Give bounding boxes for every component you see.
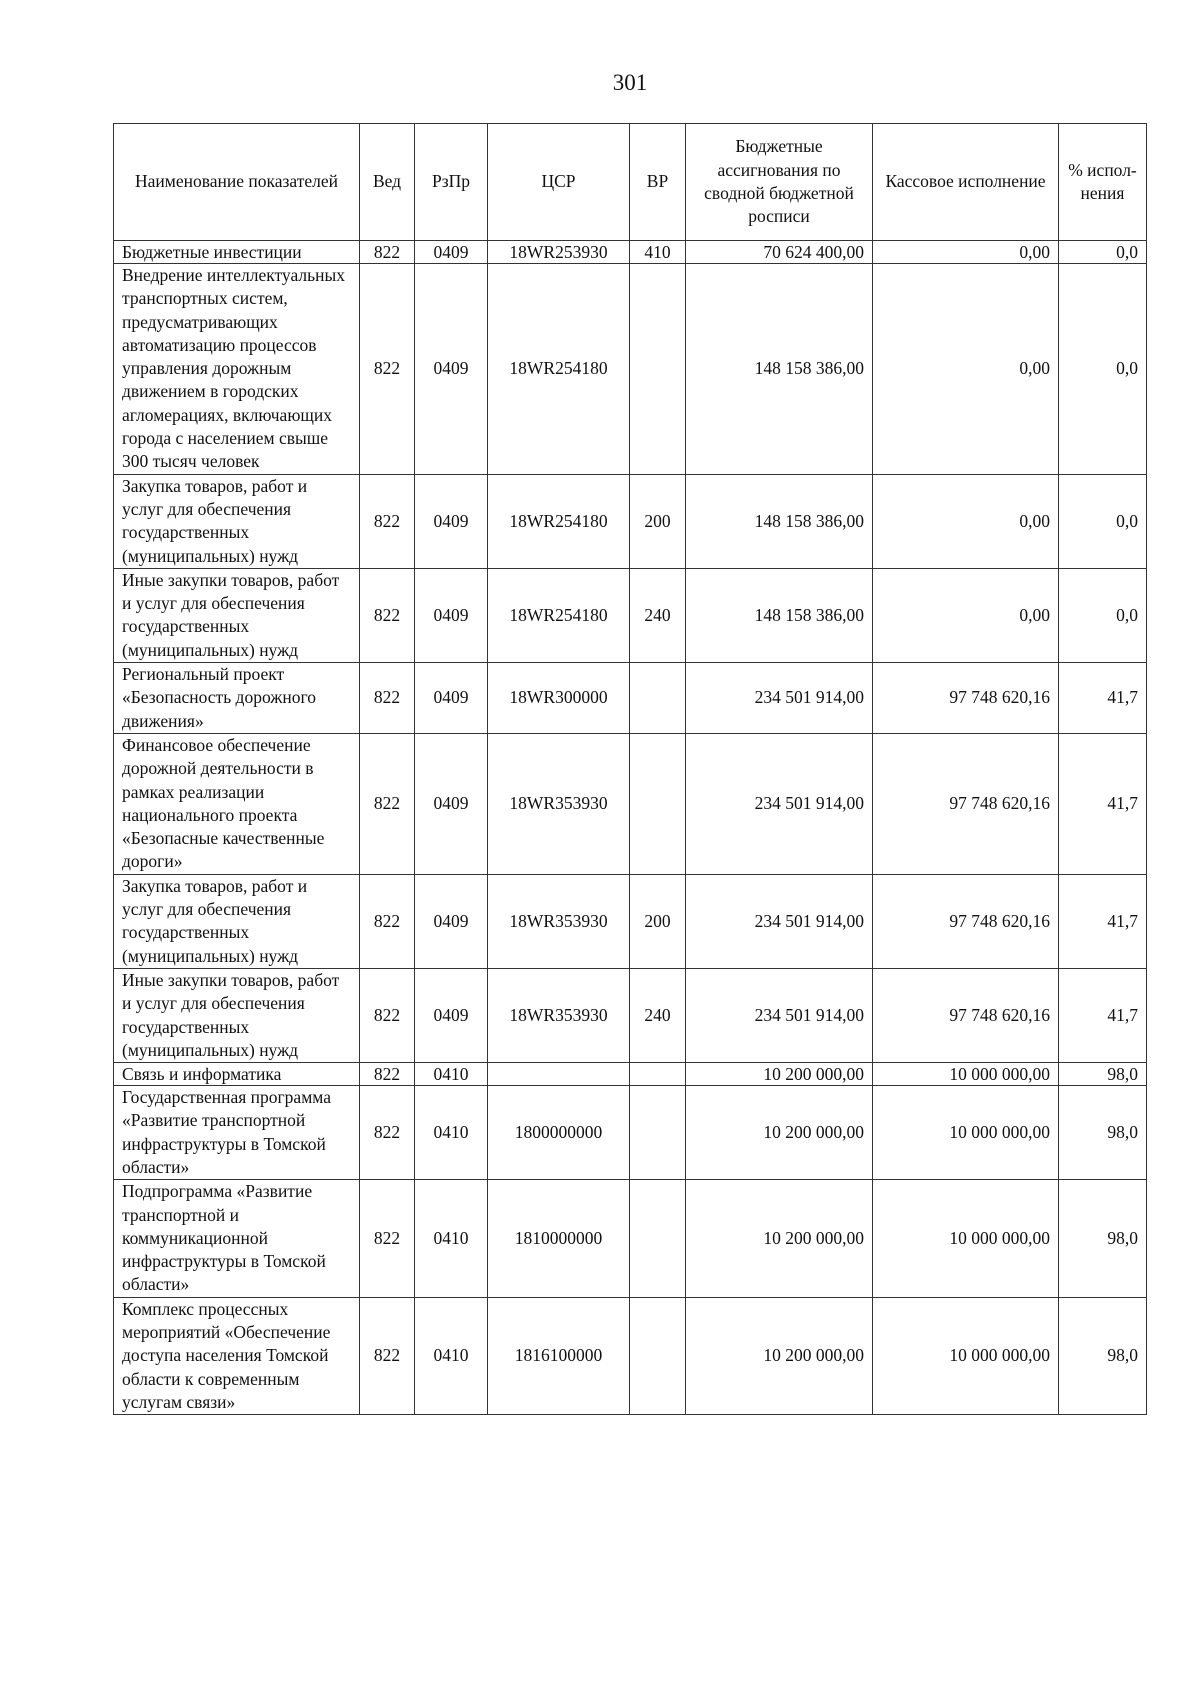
row-ved: 822 bbox=[360, 663, 415, 734]
row-ved: 822 bbox=[360, 968, 415, 1062]
row-vr: 240 bbox=[630, 568, 686, 662]
row-rzpr: 0410 bbox=[415, 1063, 488, 1086]
row-cash: 97 748 620,16 bbox=[873, 968, 1059, 1062]
row-name: Бюджетные инвестиции bbox=[114, 241, 360, 264]
row-assignments: 10 200 000,00 bbox=[686, 1180, 873, 1297]
table-row bbox=[114, 568, 1147, 662]
row-rzpr: 0409 bbox=[415, 874, 488, 968]
row-csr bbox=[488, 1063, 630, 1086]
row-csr: 18WR353930 bbox=[488, 874, 630, 968]
row-assignments: 234 501 914,00 bbox=[686, 733, 873, 874]
row-vr bbox=[630, 1297, 686, 1414]
row-csr: 18WR353930 bbox=[488, 733, 630, 874]
table-row bbox=[114, 474, 1147, 568]
row-vr bbox=[630, 1086, 686, 1180]
row-vr bbox=[630, 1063, 686, 1086]
table-row bbox=[114, 1086, 1147, 1180]
row-assignments: 10 200 000,00 bbox=[686, 1063, 873, 1086]
row-cash: 10 000 000,00 bbox=[873, 1180, 1059, 1297]
row-vr bbox=[630, 264, 686, 475]
row-percent: 98,0 bbox=[1059, 1297, 1147, 1414]
row-csr: 1816100000 bbox=[488, 1297, 630, 1414]
row-cash: 97 748 620,16 bbox=[873, 733, 1059, 874]
row-csr: 18WR254180 bbox=[488, 264, 630, 475]
row-percent: 41,7 bbox=[1059, 663, 1147, 734]
header-assignments: Бюджетные ассигнования по сводной бюджетной росписи bbox=[686, 124, 873, 241]
row-vr: 410 bbox=[630, 241, 686, 264]
row-assignments: 10 200 000,00 bbox=[686, 1297, 873, 1414]
row-percent: 41,7 bbox=[1059, 733, 1147, 874]
table-header-row bbox=[114, 124, 1147, 241]
row-assignments: 70 624 400,00 bbox=[686, 241, 873, 264]
row-assignments: 148 158 386,00 bbox=[686, 568, 873, 662]
row-assignments: 234 501 914,00 bbox=[686, 663, 873, 734]
row-ved: 822 bbox=[360, 1063, 415, 1086]
row-rzpr: 0410 bbox=[415, 1297, 488, 1414]
row-assignments: 148 158 386,00 bbox=[686, 474, 873, 568]
row-name: Иные закупки товаров, работ и услуг для обеспечения государственных (муниципальных) нужд bbox=[114, 968, 360, 1062]
row-cash: 0,00 bbox=[873, 568, 1059, 662]
row-percent: 0,0 bbox=[1059, 474, 1147, 568]
row-csr: 18WR254180 bbox=[488, 474, 630, 568]
row-assignments: 234 501 914,00 bbox=[686, 968, 873, 1062]
row-ved: 822 bbox=[360, 874, 415, 968]
row-cash: 97 748 620,16 bbox=[873, 663, 1059, 734]
table-row bbox=[114, 663, 1147, 734]
row-ved: 822 bbox=[360, 1297, 415, 1414]
budget-table bbox=[113, 123, 1147, 1415]
row-ved: 822 bbox=[360, 474, 415, 568]
header-cash-execution: Кассовое исполнение bbox=[873, 124, 1059, 241]
row-csr: 18WR353930 bbox=[488, 968, 630, 1062]
row-csr: 18WR253930 bbox=[488, 241, 630, 264]
row-name: Закупка товаров, работ и услуг для обеспечения государственных (муниципальных) нужд bbox=[114, 874, 360, 968]
row-ved: 822 bbox=[360, 1086, 415, 1180]
row-csr: 18WR300000 bbox=[488, 663, 630, 734]
row-ved: 822 bbox=[360, 264, 415, 475]
row-ved: 822 bbox=[360, 1180, 415, 1297]
row-vr: 200 bbox=[630, 874, 686, 968]
header-rzpr: РзПр bbox=[415, 124, 488, 241]
row-rzpr: 0409 bbox=[415, 733, 488, 874]
row-csr: 1810000000 bbox=[488, 1180, 630, 1297]
table-row bbox=[114, 241, 1147, 264]
row-cash: 10 000 000,00 bbox=[873, 1086, 1059, 1180]
table-row bbox=[114, 264, 1147, 475]
header-ved: Вед bbox=[360, 124, 415, 241]
header-execution-percent: % испол-нения bbox=[1059, 124, 1147, 241]
row-vr: 200 bbox=[630, 474, 686, 568]
row-vr bbox=[630, 733, 686, 874]
row-rzpr: 0409 bbox=[415, 968, 488, 1062]
row-assignments: 148 158 386,00 bbox=[686, 264, 873, 475]
row-cash: 10 000 000,00 bbox=[873, 1063, 1059, 1086]
page-number: 301 bbox=[612, 70, 648, 95]
header-vr: ВР bbox=[630, 124, 686, 241]
table-row bbox=[114, 733, 1147, 874]
row-ved: 822 bbox=[360, 241, 415, 264]
table-row bbox=[114, 874, 1147, 968]
table-row bbox=[114, 1063, 1147, 1086]
row-rzpr: 0409 bbox=[415, 474, 488, 568]
row-rzpr: 0409 bbox=[415, 568, 488, 662]
row-vr bbox=[630, 1180, 686, 1297]
row-vr: 240 bbox=[630, 968, 686, 1062]
row-percent: 0,0 bbox=[1059, 568, 1147, 662]
row-name: Связь и информатика bbox=[114, 1063, 360, 1086]
row-percent: 98,0 bbox=[1059, 1180, 1147, 1297]
row-percent: 0,0 bbox=[1059, 264, 1147, 475]
row-name: Иные закупки товаров, работ и услуг для обеспечения государственных (муниципальных) нужд bbox=[114, 568, 360, 662]
row-rzpr: 0410 bbox=[415, 1086, 488, 1180]
row-name: Государственная программа «Развитие транспортной инфраструктуры в Томской области» bbox=[114, 1086, 360, 1180]
row-percent: 41,7 bbox=[1059, 874, 1147, 968]
row-cash: 10 000 000,00 bbox=[873, 1297, 1059, 1414]
row-name: Региональный проект «Безопасность дорожного движения» bbox=[114, 663, 360, 734]
row-csr: 18WR254180 bbox=[488, 568, 630, 662]
row-percent: 41,7 bbox=[1059, 968, 1147, 1062]
row-vr bbox=[630, 663, 686, 734]
row-assignments: 10 200 000,00 bbox=[686, 1086, 873, 1180]
row-cash: 97 748 620,16 bbox=[873, 874, 1059, 968]
row-name: Комплекс процессных мероприятий «Обеспечение доступа населения Томской области к современным услугам связи» bbox=[114, 1297, 360, 1414]
row-cash: 0,00 bbox=[873, 264, 1059, 475]
row-percent: 98,0 bbox=[1059, 1063, 1147, 1086]
table-row bbox=[114, 1297, 1147, 1414]
row-ved: 822 bbox=[360, 568, 415, 662]
row-name: Закупка товаров, работ и услуг для обеспечения государственных (муниципальных) нужд bbox=[114, 474, 360, 568]
row-rzpr: 0409 bbox=[415, 663, 488, 734]
row-rzpr: 0409 bbox=[415, 264, 488, 475]
row-percent: 98,0 bbox=[1059, 1086, 1147, 1180]
row-csr: 1800000000 bbox=[488, 1086, 630, 1180]
table-row bbox=[114, 1180, 1147, 1297]
row-percent: 0,0 bbox=[1059, 241, 1147, 264]
row-cash: 0,00 bbox=[873, 474, 1059, 568]
row-name: Подпрограмма «Развитие транспортной и коммуникационной инфраструктуры в Томской области» bbox=[114, 1180, 360, 1297]
header-name: Наименование показателей bbox=[114, 124, 360, 241]
row-assignments: 234 501 914,00 bbox=[686, 874, 873, 968]
header-csr: ЦСР bbox=[488, 124, 630, 241]
row-cash: 0,00 bbox=[873, 241, 1059, 264]
row-name: Финансовое обеспечение дорожной деятельности в рамках реализации национального проекта «Безопасные качественные дороги» bbox=[114, 733, 360, 874]
row-name: Внедрение интеллектуальных транспортных систем, предусматривающих автоматизацию процессов управления дорожным движением в городских агломерациях, включающих города с населением свыше 300 тысяч человек bbox=[114, 264, 360, 475]
row-rzpr: 0409 bbox=[415, 241, 488, 264]
table-row bbox=[114, 968, 1147, 1062]
row-ved: 822 bbox=[360, 733, 415, 874]
row-rzpr: 0410 bbox=[415, 1180, 488, 1297]
